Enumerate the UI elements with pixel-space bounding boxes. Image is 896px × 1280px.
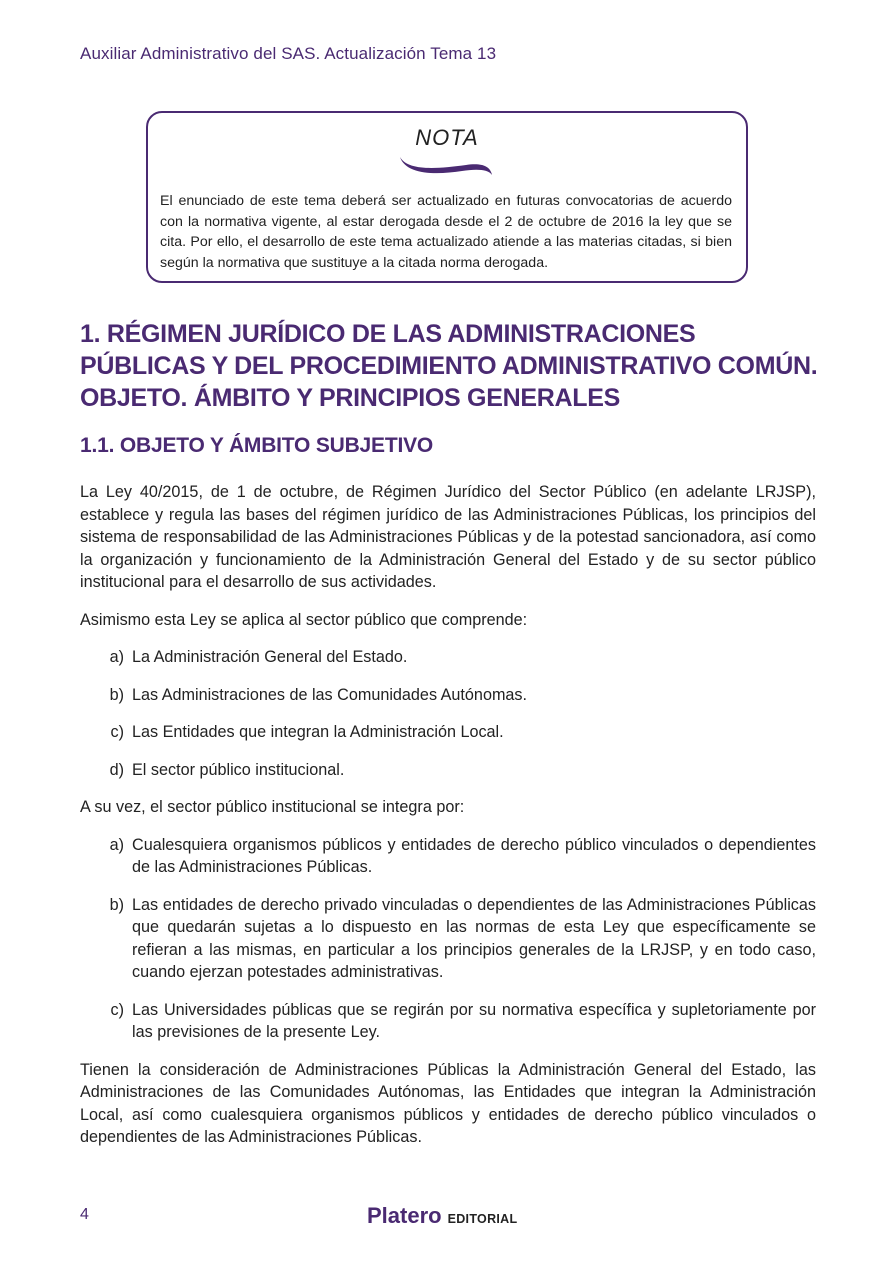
list-item-text: La Administración General del Estado. [132, 648, 408, 666]
section-heading: 1. RÉGIMEN JURÍDICO DE LAS ADMINISTRACIONES PÚBLICAS Y DEL PROCEDIMIENTO ADMINISTRATIVO COMÚN. OBJETO. ÁMBITO Y PRINCIPIOS GENERALES [80, 320, 818, 412]
list-marker: b) [109, 685, 124, 704]
paragraph: A su vez, el sector público institucional se integra por: [80, 798, 465, 816]
list-item-text: Las Entidades que integran la Administración Local. [132, 723, 504, 741]
list-item [80, 894, 816, 984]
paragraph: Tienen la consideración de Administraciones Públicas la Administración General del Estado, las Administraciones de las Comunidades Autónomas, las Entidades que integran la Administración Local, así como cualesquiera organismos públicos y entidades de derecho público vinculados o dependientes de las Administraciones Públicas. [80, 1060, 816, 1146]
list-item-text: Las entidades de derecho privado vinculadas o dependientes de las Administraciones Públicas que quedarán sujetas a lo dispuesto en las normas de esta Ley que específicamente se refieran a las mismas, en particular a los principios generales de la LRJSP, y en todo caso, cuando ejerzan potestades administrativas. [132, 895, 816, 981]
nota-text: El enunciado de este tema deberá ser actualizado en futuras convocatorias de acuerdo con la normativa vigente, al estar derogada desde el 2 de octubre de 2016 la ley que se cita. Por ello, el desarrollo de este tema actualizado atiende a las materias citadas, si bien según la normativa que sustituye a la citada norma derogada. [160, 193, 732, 271]
section-subheading: 1.1. OBJETO Y ÁMBITO SUBJETIVO [80, 434, 434, 457]
list-item-text: Las Administraciones de las Comunidades Autónomas. [132, 685, 528, 704]
list-marker: a) [109, 648, 124, 666]
list-marker: a) [109, 835, 124, 854]
list-item-text: Cualesquiera organismos públicos y entidades de derecho público vinculados o dependientes de las Administraciones Públicas. [132, 835, 816, 876]
list-marker: d) [109, 760, 124, 779]
page-number: 4 [80, 1206, 89, 1223]
list-item [80, 684, 816, 707]
running-header: Auxiliar Administrativo del SAS. Actualización Tema 13 [80, 44, 497, 63]
list-item-text: Las Universidades públicas que se regirán por su normativa específica y supletoriamente por las previsiones de la presente Ley. [132, 1000, 816, 1041]
sector-institucional-list [80, 834, 816, 1044]
list-marker: b) [109, 895, 124, 914]
list-item [80, 834, 816, 879]
list-marker: c) [110, 1000, 124, 1019]
list-item-text: El sector público institucional. [132, 760, 345, 779]
list-item [80, 721, 816, 744]
swoosh-underline-icon [396, 153, 496, 179]
list-item [80, 999, 816, 1044]
list-item [80, 646, 816, 669]
sector-publico-list [80, 646, 816, 781]
paragraph: Asimismo esta Ley se aplica al sector público que comprende: [80, 610, 528, 629]
publisher-logo [367, 1203, 517, 1229]
document-body [80, 481, 816, 1164]
nota-box [146, 111, 748, 283]
publisher-brand: Platero [367, 1203, 442, 1228]
publisher-sub: EDITORIAL [447, 1212, 518, 1226]
list-marker: c) [110, 723, 124, 741]
paragraph: La Ley 40/2015, de 1 de octubre, de Régimen Jurídico del Sector Público (en adelante LRJSP), establece y regula las bases del régimen jurídico de las Administraciones Públicas, los principios del sistema de responsabilidad de las Administraciones Públicas y de la potestad sancionadora, así como la organización y funcionamiento de la Administración General del Estado y de su sector público institucional para el desarrollo de sus actividades. [80, 483, 816, 591]
nota-title: NOTA [415, 125, 479, 150]
list-item [80, 759, 816, 782]
